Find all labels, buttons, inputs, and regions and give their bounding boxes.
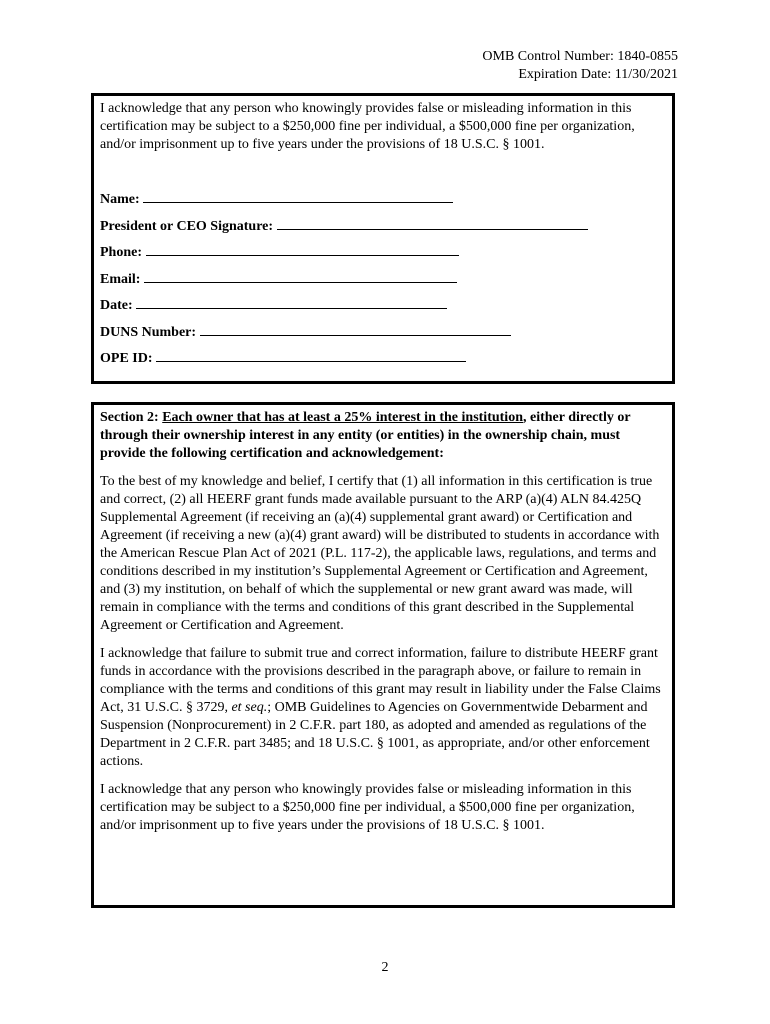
signature-label: President or CEO Signature: [100, 218, 274, 234]
duns-field [100, 323, 666, 350]
email-input-line[interactable] [144, 270, 457, 283]
signature-field [100, 217, 666, 244]
certification-paragraph: To the best of my knowledge and belief, I certify that (1) all information in this certification is true and correct, (2) all HEERF grant funds made available pursuant to the ARP (a)(4) ALN 84.425Q Supplemental Agreement (if receiving an (a)(4) supplemental grant award) or Certification and Agreement (if receiving a new (a)(4) grant award) will be distributed to students in accordance with the American Rescue Plan Act of 2021 (P.L. 117-2), the applicable laws, regulations, and terms and conditions described in my institution’s Supplemental Agreement or Certification and Agreement, and (3) my institution, on behalf of which the supplemental or new grant award was made, will remain in compliance with the terms and conditions of this grant described in the Supplemental Agreement or Certification and Agreement. [100, 474, 660, 633]
date-input-line[interactable] [136, 296, 447, 309]
section-2-heading-rest: , either directly or through their ownership interest in any entity (or entities) in the ownership chain, must provide the following certification and acknowledgement: [100, 410, 631, 461]
duns-input-line[interactable] [200, 323, 511, 336]
phone-input-line[interactable] [146, 243, 459, 256]
phone-label: Phone: [100, 245, 142, 260]
acknowledgement-text: I acknowledge that any person who knowingly provides false or misleading information in this certification may be subject to a $250,000 fine per individual, a $500,000 fine per organization, and/or imprisonment up to five years under the provisions of 18 U.S.C. § 1001. [100, 101, 635, 152]
duns-label: DUNS Number: [100, 324, 197, 340]
section-2-label: Section 2: [100, 410, 163, 425]
phone-field [100, 243, 666, 270]
liability-text-em: et seq. [231, 700, 268, 715]
email-label: Email: [100, 271, 141, 287]
expiration-date: Expiration Date: 11/30/2021 [518, 67, 678, 82]
signature-fields [100, 190, 666, 376]
page-number: 2 [381, 960, 389, 975]
certification-box-1 [91, 93, 675, 384]
omb-header [482, 48, 678, 84]
date-label: Date: [100, 298, 133, 313]
signature-input-line[interactable] [277, 217, 588, 230]
section-2-heading [100, 409, 666, 463]
ope-id-field [100, 349, 666, 376]
certification-box-2 [91, 402, 675, 908]
ope-id-input-line[interactable] [156, 349, 466, 362]
name-label: Name: [100, 192, 140, 207]
email-field [100, 270, 666, 297]
liability-text-b: ; OMB Guidelines to Agencies on Governmentwide Debarment and Suspension (Nonprocurement) in 2 C.F.R. part 180, as adopted and amended as regulations of the Department in 2 C.F.R. part 3485; and 18 U.S.C. § 1001, as appropriate, and/or other enforcement actions. [100, 700, 650, 769]
name-field [100, 190, 666, 217]
acknowledgement-paragraph-2: I acknowledge that any person who knowingly provides false or misleading information in this certification may be subject to a $250,000 fine per individual, a $500,000 fine per organization, and/or imprisonment up to five years under the provisions of 18 U.S.C. § 1001. [100, 782, 635, 833]
date-field [100, 296, 666, 323]
section-2-underlined: Each owner that has at least a 25% interest in the institution [162, 410, 523, 425]
liability-paragraph [100, 645, 666, 771]
ope-id-label: OPE ID: [100, 351, 153, 366]
liability-text-a: I acknowledge that failure to submit true and correct information, failure to distribute HEERF grant funds in accordance with the provisions described in the paragraph above, or failure to remain in compliance with the terms and conditions of this grant may result in liability under the False Claims Act, 31 U.S.C. § 3729, [100, 646, 661, 715]
name-input-line[interactable] [143, 190, 453, 203]
omb-control-number: OMB Control Number: 1840-0855 [482, 49, 678, 64]
